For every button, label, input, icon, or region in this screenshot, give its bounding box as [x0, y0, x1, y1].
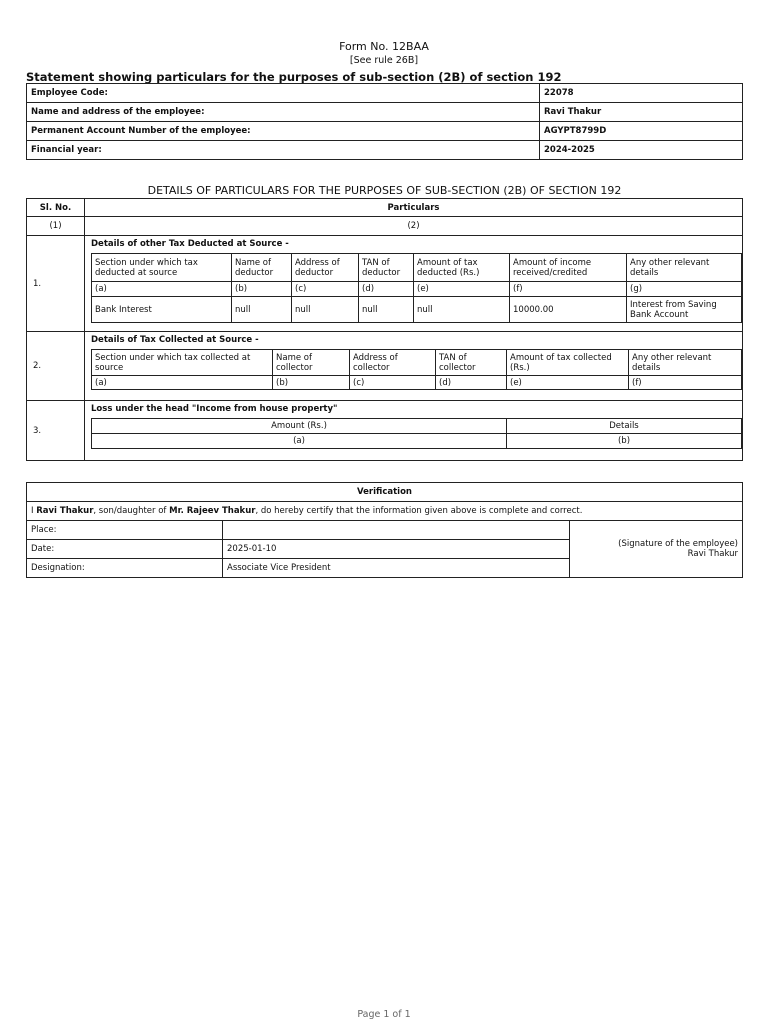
- tds-letter-row: [92, 282, 742, 297]
- section-3-content: [85, 401, 743, 461]
- tcs-letter-d: (d): [436, 376, 507, 390]
- father-name: Mr. Rajeev Thakur: [169, 506, 256, 516]
- tcs-col-tax-collected: Amount of tax collected (Rs.): [507, 350, 629, 376]
- verification-statement-row: [27, 502, 743, 521]
- employee-pan-row: [27, 122, 743, 141]
- tds-cell-deductor-name: null: [232, 297, 292, 323]
- tds-cell-tax-amount: null: [414, 297, 510, 323]
- tds-header-row: [92, 254, 742, 282]
- verification-title-row: [27, 483, 743, 502]
- particulars-column-number: (2): [85, 217, 743, 236]
- section-2-row: [27, 332, 743, 401]
- tds-cell-deductor-tan: null: [359, 297, 414, 323]
- tds-letter-f: (f): [510, 282, 627, 297]
- verification-table: [26, 482, 743, 578]
- place-label: Place:: [27, 521, 223, 540]
- page-number: Page 1 of 1: [357, 1009, 411, 1020]
- tds-col-section: Section under which tax deducted at source: [92, 254, 232, 282]
- verification-title: Verification: [27, 483, 743, 502]
- section-1-row: [27, 236, 743, 332]
- house-property-letter-b: (b): [507, 434, 742, 449]
- employee-name-value: Ravi Thakur: [540, 103, 743, 122]
- place-value: [223, 521, 570, 540]
- employee-pan-value: AGYPT8799D: [540, 122, 743, 141]
- tds-col-deductor-address: Address of deductor: [292, 254, 359, 282]
- employee-name-row: [27, 103, 743, 122]
- form-number: Form No. 12BAA: [339, 40, 429, 53]
- tcs-letter-row: [92, 376, 742, 390]
- signature-label: (Signature of the employee): [618, 539, 738, 549]
- tds-letter-g: (g): [627, 282, 742, 297]
- section-2-content: [85, 332, 743, 401]
- employee-code-row: [27, 84, 743, 103]
- section-3-title: Loss under the head "Income from house property": [91, 404, 338, 414]
- verification-statement: I Ravi Thakur, son/daughter of Mr. Rajeev Thakur, do hereby certify that the information given above is complete and correct.: [27, 502, 743, 521]
- tds-col-tax-amount: Amount of tax deducted (Rs.): [414, 254, 510, 282]
- employee-name: Ravi Thakur: [36, 506, 94, 516]
- see-rule: [See rule 26B]: [349, 55, 419, 66]
- place-row: [27, 521, 743, 540]
- employee-code-label: Employee Code:: [27, 84, 540, 103]
- tds-cell-other-details: Interest from Saving Bank Account: [627, 297, 742, 323]
- section-1-title: Details of other Tax Deducted at Source -: [91, 239, 289, 249]
- house-property-letter-row: [92, 434, 742, 449]
- tds-data-row: [92, 297, 742, 323]
- employee-info-table: [26, 83, 743, 160]
- house-property-letter-a: (a): [92, 434, 507, 449]
- signature-name: Ravi Thakur: [687, 549, 738, 559]
- section-2-number: 2.: [27, 332, 85, 401]
- employee-name-label: Name and address of the employee:: [27, 103, 540, 122]
- date-label: Date:: [27, 540, 223, 559]
- date-value: 2025-01-10: [223, 540, 570, 559]
- tds-letter-e: (e): [414, 282, 510, 297]
- house-property-table: [91, 418, 742, 449]
- statement-title: Statement showing particulars for the purposes of sub-section (2B) of section 192: [26, 70, 562, 84]
- tcs-letter-b: (b): [273, 376, 350, 390]
- section-1-number: 1.: [27, 236, 85, 332]
- tcs-letter-e: (e): [507, 376, 629, 390]
- tds-cell-section: Bank Interest: [92, 297, 232, 323]
- tds-cell-deductor-address: null: [292, 297, 359, 323]
- tds-letter-c: (c): [292, 282, 359, 297]
- section-3-number: 3.: [27, 401, 85, 461]
- details-heading: DETAILS OF PARTICULARS FOR THE PURPOSES OF SUB-SECTION (2B) OF SECTION 192: [147, 184, 622, 197]
- tcs-table: [91, 349, 742, 390]
- tcs-col-collector-name: Name of collector: [273, 350, 350, 376]
- tds-col-other-details: Any other relevant details: [627, 254, 742, 282]
- tcs-col-other-details: Any other relevant details: [629, 350, 742, 376]
- tcs-header-row: [92, 350, 742, 376]
- designation-label: Designation:: [27, 559, 223, 578]
- house-property-col-amount: Amount (Rs.): [92, 419, 507, 434]
- tcs-letter-f: (f): [629, 376, 742, 390]
- tds-table: [91, 253, 742, 323]
- tds-letter-b: (b): [232, 282, 292, 297]
- financial-year-row: [27, 141, 743, 160]
- tcs-col-collector-tan: TAN of collector: [436, 350, 507, 376]
- tds-letter-a: (a): [92, 282, 232, 297]
- particulars-header: Particulars: [85, 199, 743, 217]
- employee-pan-label: Permanent Account Number of the employee:: [27, 122, 540, 141]
- tds-col-income-amount: Amount of income received/credited: [510, 254, 627, 282]
- tcs-letter-a: (a): [92, 376, 273, 390]
- tds-letter-d: (d): [359, 282, 414, 297]
- house-property-col-details: Details: [507, 419, 742, 434]
- financial-year-label: Financial year:: [27, 141, 540, 160]
- designation-value: Associate Vice President: [223, 559, 570, 578]
- financial-year-value: 2024-2025: [540, 141, 743, 160]
- tds-col-deductor-tan: TAN of deductor: [359, 254, 414, 282]
- employee-code-value: 22078: [540, 84, 743, 103]
- signature-block: [570, 521, 743, 578]
- house-property-header-row: [92, 419, 742, 434]
- particulars-table: [26, 198, 743, 461]
- tds-cell-income-amount: 10000.00: [510, 297, 627, 323]
- tcs-letter-c: (c): [350, 376, 436, 390]
- tds-col-deductor-name: Name of deductor: [232, 254, 292, 282]
- sl-no-header: Sl. No.: [27, 199, 85, 217]
- tcs-col-section: Section under which tax collected at source: [92, 350, 273, 376]
- section-2-title: Details of Tax Collected at Source -: [91, 335, 259, 345]
- particulars-number-row: [27, 217, 743, 236]
- section-3-row: [27, 401, 743, 461]
- particulars-header-row: [27, 199, 743, 217]
- tcs-col-collector-address: Address of collector: [350, 350, 436, 376]
- section-1-content: [85, 236, 743, 332]
- sl-no-column-number: (1): [27, 217, 85, 236]
